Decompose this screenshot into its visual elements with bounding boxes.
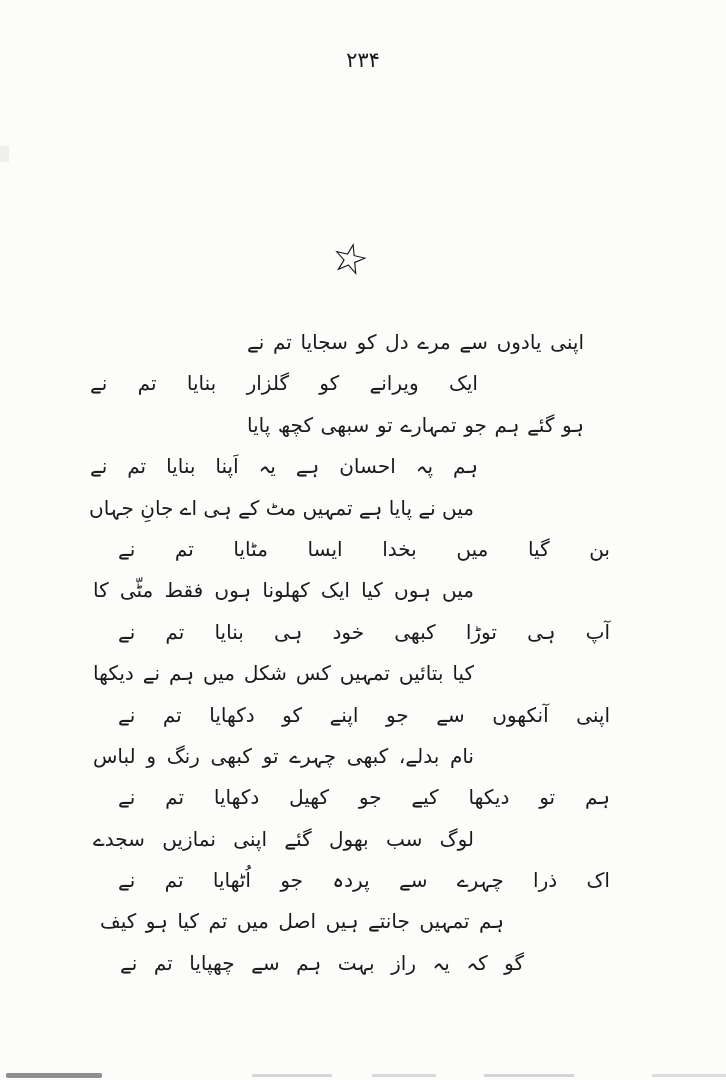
verse-line: لوگ سب بھول گئے اپنی نمازیں سجدے xyxy=(93,826,474,851)
verse-line: میں ہوں کیا ایک کھلونا ہوں فقط مٹّی کا xyxy=(93,578,474,603)
verse-line: ایک ویرانے کو گلزار بنایا تم نے xyxy=(90,371,478,396)
verse-line: اپنی آنکھوں سے جو اپنے کو دکھایا تم نے xyxy=(118,702,610,727)
scan-edge-artifact xyxy=(252,1074,332,1077)
verse-line: اپنی یادوں سے مرے دل کو سجایا تم نے xyxy=(247,330,584,354)
verse-line: اک ذرا چہرے سے پردہ جو اُٹھایا تم نے xyxy=(118,868,610,893)
verse-line: آپ ہی توڑا کبھی خود ہی بنایا تم نے xyxy=(118,619,610,644)
page-number: ۲۳۴ xyxy=(346,48,380,72)
scan-edge-artifact xyxy=(372,1074,436,1077)
verse-line: بن گیا میں بخدا ایسا مٹایا تم نے xyxy=(118,536,610,561)
verse-line: ہم تو دیکھا کیے جو کھیل دکھایا تم نے xyxy=(118,785,610,810)
verse-line: کیا بتائیں تمہیں کس شکل میں ہم نے دیکھا xyxy=(93,661,474,686)
scan-edge-artifact xyxy=(484,1074,574,1077)
scan-edge-artifact xyxy=(652,1074,726,1077)
verse-line: نام بدلے، کبھی چہرے تو کبھی رنگ و لباس xyxy=(93,743,474,768)
verse-line: ہو گئے ہم جو تمہارے تو سبھی کچھ پایا xyxy=(247,412,584,437)
ghazal-body xyxy=(0,322,726,984)
scan-edge-artifact xyxy=(6,1073,102,1078)
scan-edge-artifact xyxy=(0,146,9,162)
verse-line: ہم پہ احسان ہے یہ اَپنا بنایا تم نے xyxy=(90,454,478,479)
verse-line: ہم تمہیں جانتے ہیں اصل میں تم کیا ہو کیف xyxy=(100,909,504,934)
verse-line: میں نے پایا ہے تمہیں مٹ کے ہی اے جانِ جہاں xyxy=(89,495,474,520)
star-separator-icon: ☆ xyxy=(326,230,374,287)
verse-line: گو کہ یہ راز بہت ہم سے چھپایا تم نے xyxy=(120,950,524,975)
